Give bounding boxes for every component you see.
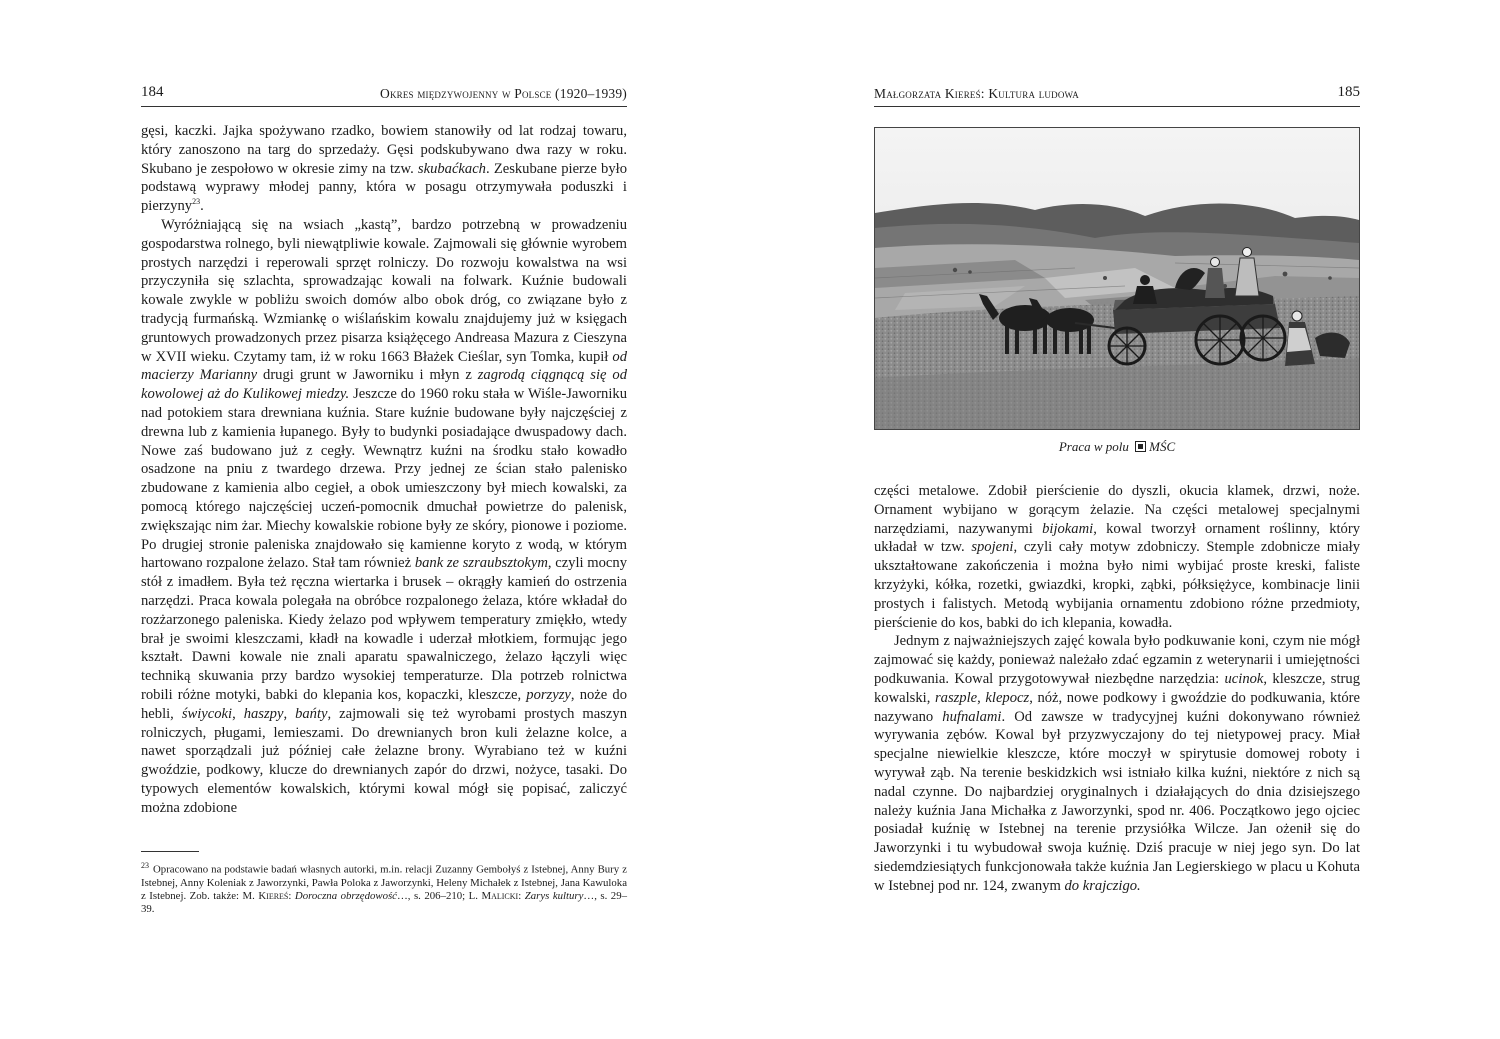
italic-term: do krajczigo. xyxy=(1064,877,1141,894)
italic-term: Zarys kultury xyxy=(524,890,584,902)
footnote-23 xyxy=(141,859,627,916)
footnote-rule xyxy=(141,851,199,852)
paragraph xyxy=(874,632,1360,895)
left-page xyxy=(141,0,627,1039)
italic-term: świycoki xyxy=(181,705,233,722)
text-run: Jednym z najważniejszych zajęć kowala było podkuwanie koni, czym nie mógł zajmować się każdy, ponieważ należało zdać egzamin z weterynarii i umiejętności podkuwania. Kowal przygotowywał niezbędne narzędzia: xyxy=(874,633,1360,687)
italic-term: porzyzy xyxy=(526,686,571,703)
italic-term: bijokami xyxy=(1042,520,1094,537)
text-run: , xyxy=(977,689,986,706)
text-run: , kowal tworzył ornament roślinny, który układał w tzw. xyxy=(874,520,1361,556)
paragraph xyxy=(874,482,1360,632)
left-running-title: Okres międzywojenny w Polsce (1920–1939) xyxy=(380,86,627,101)
italic-term: ucinok xyxy=(1224,670,1264,687)
text-run: drugi grunt w Jaworniku i młyn z xyxy=(257,367,478,384)
italic-term: zagrodą ciągnącą się od kowolowej aż do Kulikowej miedzy. xyxy=(141,367,628,403)
author-name: Malicki xyxy=(481,890,519,902)
author-name: Kiereś xyxy=(258,890,289,902)
horse-drawn-cart-field-photo xyxy=(874,127,1360,430)
text-run: części metalowe. Zdobił pierścienie do dyszli, okucia klamek, drzwi, noże. Ornament wybijano w gorącym żelazie. Na części metalowej specjalnymi narzędziami, nazywanymi xyxy=(874,483,1360,537)
text-run: . Zeskubane pierze było podstawą wyprawy młodej panny, która w posagu otrzymywała poduszki i pierzyny xyxy=(141,160,627,215)
text-run: , nóż, nowe podkowy i gwoździe do podkuwania, które nazywano xyxy=(874,689,1361,725)
text-run: gęsi, kaczki. Jajka spożywano rzadko, bowiem stanowiły od lat rodzaj towaru, który zanoszono na targ do sprzedaży. Gęsi podskubywano dwa razy w roku. Skubano je zespołowo w okresie zimy na tzw. xyxy=(141,123,627,177)
caption-credit: MŚC xyxy=(1149,439,1176,454)
text-run: . xyxy=(200,198,204,215)
italic-term: skubaćkach xyxy=(417,160,486,177)
square-dot-icon xyxy=(1135,441,1146,452)
left-running-head xyxy=(141,84,627,107)
paragraph xyxy=(141,122,627,216)
right-page xyxy=(874,0,1360,1039)
text-run: Opracowano na podstawie badań własnych autorki, m.in. relacji Zuzanny Gembołyś z Istebnej, Anny Bury z Istebnej, Anny Koleniak z Jaworzynki, Pawła Poloka z Jaworzynki, Heleny Michałek z Istebnej, Jana Kawuloka z Istebnej. Zob. także: M. xyxy=(141,863,627,902)
right-page-number: 185 xyxy=(1337,84,1360,100)
italic-term: hufnalami xyxy=(942,708,1002,725)
italic-term: od macierzy Marianny xyxy=(141,348,627,384)
text-run: : xyxy=(518,890,525,902)
caption-text: Praca w polu xyxy=(1058,439,1129,454)
italic-term: spojeni xyxy=(971,539,1014,556)
footnote-number: 23 xyxy=(141,861,149,870)
italic-term: bank ze szraubsztokym xyxy=(414,555,548,572)
text-run: , czyli cały motyw zdobniczy. Stemple zdobnicze miały ukształtowane zakończenia i można było nimi wybijać proste kreski, faliste krzyżyki, kółka, rozetki, gwiazdki, kropki, ząbki, półksiężyce, kombinacje linii prostych i falistych. Metodą wybijania ornamentu zdobiono różne przedmioty, pierścienie do kos, babki do ich klepania, kowadła. xyxy=(874,539,1360,631)
text-run: Wyróżniającą się na wsiach „kastą”, bardzo potrzebną w prowadzeniu gospodarstwa rolnego, byli niewątpliwie kowale. Zajmowali się głównie wyrobem prostych narzędzi i reperowali sprzęt rolniczy. Do rozwoju kowalstwa na wsi przyczyniła się szlachta, sprowadzając kowali na folwark. Kuźnie budowali kowale zwykle w pobliżu swoich domów albo obok dróg, co związane było z tradycją furmańską. Wzmiankę o wiślańskim kowalu znajdujemy już w księgach gruntowych prowadzonych przez pisarza książęcego Andreasa Mazura z Cieszyna w XVII wieku. Czytamy tam, iż w roku 1663 Błażek Cieślar, syn Tomka, kupił xyxy=(141,216,627,365)
text-run: Jeszcze do 1960 roku stała w Wiśle-Jaworniku nad potokiem stara drewniana kuźnia. Stare kuźnie budowane były najczęściej z drewna lub z kamienia łupanego. Były to budynki posiadające dwuspadowy dach. Nowe zaś budowano już z cegły. Wewnątrz kuźni na środku stało kowadło osadzone na pniu z twardego drzewa. Przy jednej ze ścian stało palenisko zbudowane z kamienia albo cegieł, a obok umieszczony był miech kowalski, za pomocą którego najczęściej uczeń-pomocnik dmuchał powietrze do palenisk, zwiększając nim żar. Miechy kowalskie robione były ze skóry, pionowe i poziome. Po drugiej stronie paleniska znajdowało się kamienne koryto z wodą, w którym hartowano rozpalone żelazo. Stał tam również xyxy=(141,386,628,572)
text-run: , czyli mocny stół z imadłem. Była też ręczna wiertarka i brusek – okrągły kamień do ostrzenia narzędzi. Praca kowala polegała na obróbce rozpalonego żelaza, które wkładał do rozżarzonego paleniska. Kiedy żelazo pod wpływem temperatury zmiękło, wtedy brał je swoimi kleszczami, kładł na kowadle i uderzał młotkiem, formując jego kształt. Dawni kowale nie znali aparatu spawalniczego, żelazo łączyli więc techniką skuwania przy bardzo wysokiej temperaturze. Dla potrzeb rolnictwa robili różne motyki, babki do klepania kos, kopaczki, kleszcze, xyxy=(141,555,627,703)
text-run: …, s. 206–210; L. xyxy=(396,890,482,902)
italic-term: raszple xyxy=(934,689,978,706)
italic-term: Doroczna obrzędowość xyxy=(294,890,397,902)
figure-caption xyxy=(874,439,1360,455)
italic-term: klepocz xyxy=(985,689,1030,706)
text-run: , zajmowali się też wyrobami prostych maszyn rolniczych, pługami, lemieszami. Do drewnianych bron kuli żelazne kolce, a nawet sporządzali już później całe żelazne brony. Wyrabiano też w kuźni gwoździe, podkowy, klucze do drewnianych zapór do drzwi, nożyce, tasaki. Do typowych elementów kowalskich, którymi kowal mógł się popisać, zaliczyć można zdobione xyxy=(141,705,628,816)
text-run: . Od zawsze w tradycyjnej kuźni dokonywano również wyrywania zębów. Kowal był przyzwyczajony do tej nietypowej pracy. Miał specjalne niewielkie kleszcze, które moczył w spirytusie domowej roboty i wyrywał ząb. Na terenie beskidzkich wsi istniało kilka kuźni, niektóre z nich są nadal czynne. Do najbardziej oryginalnych i działających do dnia dzisiejszego należy kuźnia Jana Michałka z Jaworzynki, spod nr. 406. Początkowo jego ojciec posiadał kuźnię w Istebnej na terenie przysiółka Wilcze. Jan ożenił się do Jaworzynki i tu wybudował swoja kuźnię. Dziś pracuje w niej jego syn. Do lat siedemdziesiątych funkcjonowała także kuźnia Jan Legierskiego w placu u Kohuta w Istebnej pod nr. 124, zwanym xyxy=(874,708,1360,894)
italic-term: haszpy xyxy=(243,705,284,722)
text-run: , noże do hebli, xyxy=(141,686,627,722)
text-run: , kleszcze, strug kowalski, xyxy=(874,670,1360,706)
paragraph xyxy=(141,216,627,818)
text-run: …, s. 29–39. xyxy=(141,890,628,916)
footnote-marker: 23 xyxy=(192,197,201,207)
text-run: , xyxy=(283,705,296,722)
text-run: , xyxy=(232,705,244,722)
left-page-number: 184 xyxy=(141,84,164,100)
right-running-title: Małgorzata Kiereś: Kultura ludowa xyxy=(874,86,1079,101)
right-body-text xyxy=(874,482,1360,896)
text-run: : xyxy=(288,890,295,902)
right-running-head xyxy=(874,84,1360,107)
italic-term: bańty xyxy=(295,705,328,722)
left-body-text xyxy=(141,122,627,817)
